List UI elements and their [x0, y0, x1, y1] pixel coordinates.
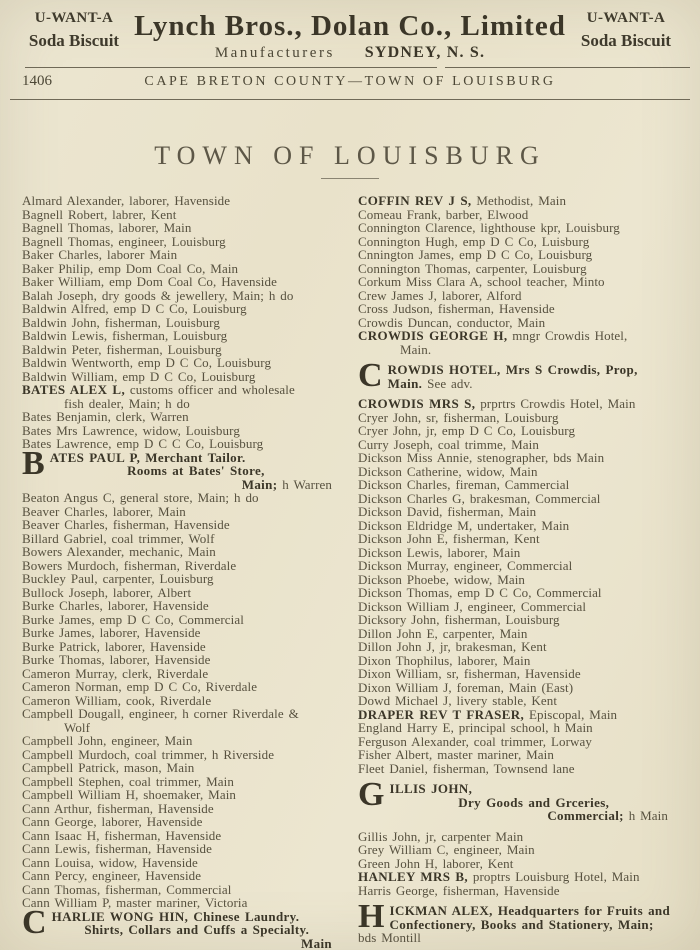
directory-entry: Cameron Murray, clerk, Riverdale — [22, 665, 209, 681]
running-head-row — [0, 72, 700, 92]
entry-line: Main. See adv. — [387, 375, 473, 391]
entry-line: Shirts, Collars and Cuffs a Specialty. — [84, 922, 310, 937]
directory-entry: Campbell Patrick, mason, Main — [22, 760, 195, 775]
directory-entry: Dickson Phoebe, widow, Main — [358, 571, 526, 587]
drop-cap: C — [22, 903, 47, 941]
page-number: 1406 — [22, 73, 52, 89]
column-right — [358, 194, 678, 950]
directory-entry: Dicksory John, fisherman, Louisburg — [358, 612, 560, 627]
header-center — [134, 10, 566, 62]
running-head-rule — [10, 99, 690, 100]
directory-entry: Curry Joseph, coal trimme, Main — [358, 436, 539, 452]
directory-entry: BATES ALEX L, customs officer and wholesale fish dealer, Main; h do — [22, 383, 342, 410]
directory-entry: Connington Thomas, carpenter, Louisburg — [358, 260, 587, 276]
entry-line: Main; h Warren — [241, 476, 332, 492]
directory-entry: Dickson Eldridge M, undertaker, Main — [358, 517, 570, 533]
directory-entry: Almard Alexander, laborer, Havenside — [22, 193, 231, 208]
directory-entry: Beaton Angus C, general store, Main; h do — [22, 490, 259, 505]
directory-entry: England Harry E, principal school, h Main — [358, 720, 593, 735]
directory-entry: Dickson John E, fisherman, Kent — [358, 531, 540, 546]
directory-entry: Dickson Murray, engineer, Commercial — [358, 558, 573, 573]
directory-entry: Green John H, laborer, Kent — [358, 855, 514, 871]
directory-entry: Baldwin William, emp D C Co, Louisburg — [22, 368, 256, 384]
directory-entry: Crowdis Duncan, conductor, Main — [358, 314, 546, 330]
directory-entry: Baldwin Alfred, emp D C Co, Louisburg — [22, 301, 247, 316]
entry-line: Dry Goods and Grceries, — [458, 794, 610, 810]
directory-entry: Ferguson Alexander, coal trimmer, Lorway — [358, 733, 592, 749]
directory-display-entry — [358, 898, 678, 945]
directory-entry: Campbell William H, shoemaker, Main — [22, 787, 237, 802]
directory-entry: Dillon John J, jr, brakesman, Kent — [358, 639, 547, 654]
directory-entry: Fleet Daniel, fisherman, Townsend lane — [358, 760, 575, 776]
directory-entry: Bowers Murdoch, fisherman, Riverdale — [22, 557, 237, 573]
directory-entry: Cann Thomas, fisherman, Commercial — [22, 881, 232, 897]
header-rules — [0, 67, 700, 68]
directory-entry: Campbell John, engineer, Main — [22, 733, 193, 748]
directory-columns — [0, 194, 700, 950]
directory-entry: Dickson Charles G, brakesman, Commercial — [358, 490, 601, 506]
header-rule-right — [445, 67, 690, 68]
directory-entry: Dickson David, fisherman, Main — [358, 504, 537, 519]
ad-left-product: Soda Biscuit — [28, 31, 120, 50]
directory-entry: Connington Hugh, emp D C Co, Luisburg — [358, 233, 590, 249]
directory-entry: Bagnell Thomas, laborer, Main — [22, 220, 192, 235]
drop-cap: H — [358, 898, 385, 935]
directory-entry: Bates Benjamin, clerk, Warren — [22, 409, 189, 424]
directory-entry: Connington Clarence, lighthouse kpr, Louisburg — [358, 220, 620, 235]
drop-cap: C — [358, 357, 383, 394]
directory-entry: Bates Mrs Lawrence, widow, Louisburg — [22, 422, 240, 438]
directory-entry: Burke Patrick, laborer, Havenside — [22, 638, 206, 654]
directory-entry: Cann Percy, engineer, Havenside — [22, 868, 202, 883]
directory-entry: Beaver Charles, fisherman, Havenside — [22, 517, 230, 532]
entry-line: Commercial; h Main — [547, 808, 668, 823]
directory-entry: Burke James, laborer, Havenside — [22, 625, 201, 640]
directory-entry: Campbell Dougall, engineer, h corner Riverdale & Wolf — [22, 707, 342, 734]
ad-left — [14, 10, 134, 51]
directory-entry: Dillon John E, carpenter, Main — [358, 625, 528, 641]
directory-entry: Baldwin Wentworth, emp D C Co, Louisburg — [22, 355, 272, 370]
entry-line: ROWDIS HOTEL, Mrs S Crowdis, Prop, — [387, 362, 638, 377]
directory-entry: Crew James J, laborer, Alford — [358, 287, 522, 303]
directory-entry: Burke Thomas, laborer, Havenside — [22, 652, 211, 667]
directory-entry: Campbell Murdoch, coal trimmer, h Riverside — [22, 746, 275, 762]
directory-entry: Cameron Norman, emp D C Co, Riverdale — [22, 679, 258, 694]
directory-entry: Cnnington James, emp D C Co, Louisburg — [358, 247, 593, 262]
entry-line: Confectionery, Books and Stationery, Main; — [389, 916, 654, 932]
directory-entry: Cann Lewis, fisherman, Havenside — [22, 841, 213, 856]
directory-entry: Dickson Charles, fireman, Cammercial — [358, 477, 570, 492]
header-ad-row — [0, 0, 700, 62]
directory-entry: Baker William, emp Dom Coal Co, Havenside — [22, 274, 277, 289]
directory-entry: Baker Philip, emp Dom Coal Co, Main — [22, 260, 239, 276]
directory-display-entry — [22, 903, 342, 950]
directory-entry: Burke James, emp D C Co, Commercial — [22, 611, 244, 627]
directory-entry: Dickson William J, engineer, Commercial — [358, 598, 587, 614]
directory-entry: Burke Charles, laborer, Havenside — [22, 598, 209, 613]
directory-entry: Cann Louisa, widow, Havenside — [22, 854, 198, 870]
entry-line: Main — [300, 935, 332, 950]
directory-entry: CROWDIS GEORGE H, mngr Crowdis Hotel, Main. — [358, 329, 678, 356]
directory-entry: Dixon Thophilus, laborer, Main — [358, 652, 531, 668]
directory-display-entry — [358, 776, 678, 823]
entry-line: bds Montill — [358, 930, 421, 945]
column-left — [22, 194, 342, 950]
directory-entry: Fisher Albert, master mariner, Main — [358, 747, 554, 762]
directory-entry: DRAPER REV T FRASER, Episcopal, Main — [358, 706, 618, 722]
directory-entry: Dixon William, sr, fisherman, Havenside — [358, 666, 581, 681]
running-head: CAPE BRETON COUNTY—TOWN OF LOUISBURG — [144, 74, 556, 89]
directory-entry: Campbell Stephen, coal trimmer, Main — [22, 773, 234, 789]
directory-entry: Billard Gabriel, coal trimmer, Wolf — [22, 530, 215, 546]
directory-entry: Cameron William, cook, Riverdale — [22, 692, 212, 708]
directory-display-entry — [358, 357, 678, 394]
ad-right — [566, 10, 686, 51]
entry-line: Rooms at Bates' Store, — [127, 463, 265, 478]
directory-entry: Dowd Michael J, livery stable, Kent — [358, 693, 558, 708]
directory-entry: Cryer John, sr, fisherman, Louisburg — [358, 409, 559, 425]
directory-entry: Dickson Thomas, emp D C Co, Commercial — [358, 585, 602, 600]
directory-entry: Baldwin Lewis, fisherman, Louisburg — [22, 328, 228, 343]
directory-entry: Baldwin Peter, fisherman, Louisburg — [22, 341, 222, 357]
directory-entry: Gillis John, jr, carpenter Main — [358, 828, 524, 844]
company-subtitle-row — [134, 44, 566, 62]
directory-entry: Bullock Joseph, laborer, Albert — [22, 584, 192, 600]
company-name: Lynch Bros., Dolan Co., Limited — [134, 10, 566, 42]
company-role: Manufacturers — [214, 45, 335, 61]
directory-entry: Cann William P, master mariner, Victoria — [22, 895, 248, 910]
directory-entry: Bagnell Robert, labrer, Kent — [22, 206, 177, 222]
directory-entry: Dickson Lewis, laborer, Main — [358, 544, 521, 560]
directory-entry: Cryer John, jr, emp D C Co, Louisburg — [358, 423, 576, 438]
page-title: TOWN OF LOUISBURG — [154, 141, 546, 170]
entry-continuation: fish dealer, Main; h do — [64, 395, 190, 411]
ad-right-brand: U-WANT-A — [586, 10, 666, 26]
directory-entry: Grey William C, engineer, Main — [358, 842, 535, 857]
directory-entry: Cann Isaac H, fisherman, Havenside — [22, 827, 222, 843]
title-rule — [321, 178, 379, 179]
directory-entry: Corkum Miss Clara A, school teacher, Minto — [358, 274, 605, 289]
directory-entry: Dickson Miss Annie, stenographer, bds Main — [358, 450, 605, 465]
entry-line: ATES PAUL P, Merchant Tailor. — [49, 449, 246, 465]
directory-entry: Buckley Paul, carpenter, Louisburg — [22, 571, 214, 586]
directory-entry: Cann George, laborer, Havenside — [22, 814, 203, 829]
directory-entry: COFFIN REV J S, Methodist, Main — [358, 193, 567, 208]
entry-line: ILLIS JOHN, — [389, 781, 473, 796]
entry-line: ICKMAN ALEX, Headquarters for Fruits and — [389, 903, 671, 918]
directory-entry: Comeau Frank, barber, Elwood — [358, 206, 529, 222]
drop-cap: B — [22, 444, 45, 482]
company-location: SYDNEY, N. S. — [364, 44, 486, 61]
directory-entry: Cross Judson, fisherman, Havenside — [358, 301, 555, 316]
directory-entry: Cann Arthur, fisherman, Havenside — [22, 800, 214, 816]
ad-right-product: Soda Biscuit — [580, 31, 672, 50]
directory-entry: Bowers Alexander, mechanic, Main — [22, 544, 216, 559]
ad-left-brand: U-WANT-A — [34, 10, 114, 26]
directory-entry: Bagnell Thomas, engineer, Louisburg — [22, 233, 226, 249]
entry-line: HARLIE WONG HIN, Chinese Laundry. — [51, 908, 300, 924]
directory-display-entry — [22, 444, 342, 492]
directory-entry: Balah Joseph, dry goods & jewellery, Main; h do — [22, 287, 294, 303]
entry-continuation: Wolf — [64, 719, 91, 735]
directory-entry: Baker Charles, laborer Main — [22, 247, 178, 262]
directory-entry: Dickson Catherine, widow, Main — [358, 463, 538, 479]
directory-entry: Beaver Charles, laborer, Main — [22, 503, 186, 519]
header-rule-left — [25, 67, 437, 68]
drop-cap: G — [358, 776, 385, 813]
directory-entry: CROWDIS MRS S, prprtrs Crowdis Hotel, Main — [358, 396, 636, 411]
directory-entry: Baldwin John, fisherman, Louisburg — [22, 314, 220, 330]
directory-entry: Harris George, fisherman, Havenside — [358, 882, 560, 898]
directory-entry: Bates Lawrence, emp D C C Co, Louisburg — [22, 436, 264, 451]
directory-entry: Dixon William J, foreman, Main (East) — [358, 679, 574, 695]
entry-continuation: Main. — [400, 341, 432, 357]
directory-entry: HANLEY MRS B, proptrs Louisburg Hotel, Main — [358, 869, 640, 884]
